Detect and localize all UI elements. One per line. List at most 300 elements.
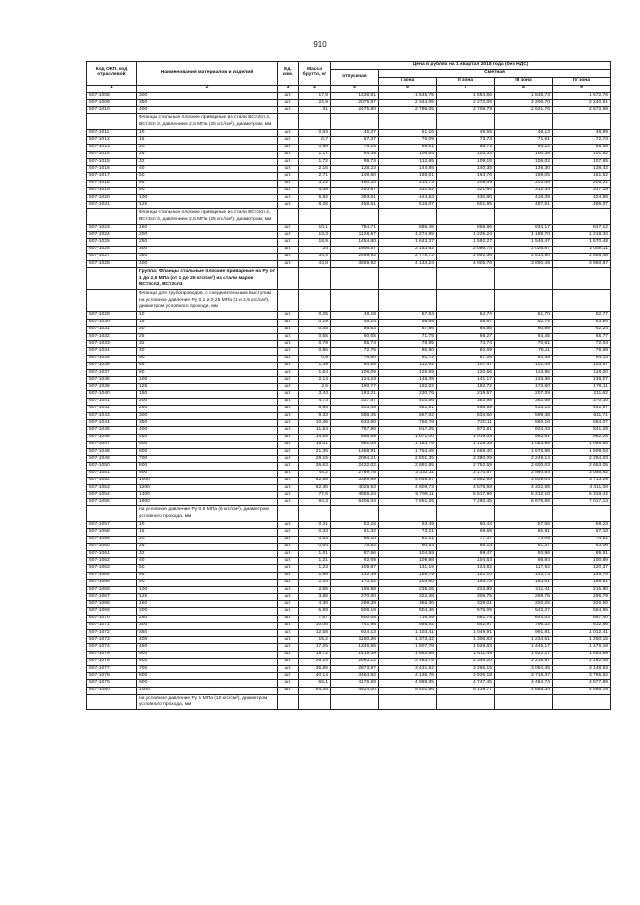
section-header-row [87,290,611,312]
code-cell: 507-1068 [87,601,137,608]
table-row [87,586,611,593]
unit-cell: шт. [278,405,299,412]
unit-cell: шт. [278,144,299,151]
price-zone-4-cell: 95,91 [553,550,611,557]
unit-cell: шт. [278,225,299,232]
price-release-cell: 2422,02 [331,463,379,470]
price-release-cell: 600,05 [331,615,379,622]
code-cell: 507-1073 [87,637,137,644]
table-row [87,173,611,180]
price-zone-1-cell: 71,75 [379,333,437,340]
table-row [87,558,611,565]
price-zone-3-cell: 51,70 [495,312,553,319]
code-cell: 507-1054 [87,492,137,499]
code-cell: 507-1062 [87,558,137,565]
header-row-1 [87,62,611,70]
unit-cell: шт. [278,107,299,114]
price-zone-2-cell: 68,27 [437,333,495,340]
name-cell: 125 [137,202,278,209]
price-zone-1-cell: 214,73 [379,180,437,187]
unit-cell: шт. [278,369,299,376]
price-zone-3-cell: 1 546,73 [495,92,553,99]
name-cell: 1600 [137,499,278,506]
price-zone-2-cell: 2 708,79 [437,107,495,114]
column-index: 6 [379,85,437,92]
price-zone-4-cell: 2 058,11 [553,246,611,253]
name-cell: 250 [137,405,278,412]
price-zone-3-cell: 362,69 [495,398,553,405]
price-zone-2-cell: 1 611,45 [437,651,495,658]
name-cell: 200 [137,232,278,239]
unit-cell: шт. [278,665,299,672]
name-cell: 450 [137,644,278,651]
price-release-cell: 1150,26 [331,637,379,644]
empty-cell [331,209,379,225]
price-zone-3-cell: 57,06 [495,522,553,529]
unit-cell: шт. [278,355,299,362]
table-row [87,492,611,499]
table-row [87,144,611,151]
price-zone-4-cell: 67,18 [553,529,611,536]
price-zone-2-cell: 1 049,91 [437,630,495,637]
mass-cell: 31 [299,107,331,114]
table-row [87,232,611,239]
price-zone-4-cell: 554,55 [553,608,611,615]
price-release-cell: 76,80 [331,355,379,362]
price-zone-4-cell: 2 294,03 [553,456,611,463]
price-zone-3-cell: 207,39 [495,391,553,398]
price-zone-2-cell: 2 272,06 [437,100,495,107]
name-cell: 700 [137,665,278,672]
price-zone-3-cell: 70,61 [495,341,553,348]
code-cell: 507-1034 [87,348,137,355]
price-zone-4-cell: 101,92 [553,151,611,158]
code-cell: 507-1027 [87,253,137,260]
table-row [87,326,611,333]
code-cell: 507-1039 [87,384,137,391]
price-zone-3-cell: 644,03 [495,615,553,622]
table-row [87,377,611,384]
table-row [87,158,611,165]
price-release-cell: 767,96 [331,427,379,434]
price-release-cell: 2789,76 [331,470,379,477]
price-zone-1-cell: 4 136,76 [379,673,437,680]
price-release-cell: 2459,92 [331,253,379,260]
code-cell: 507-1016 [87,166,137,173]
price-zone-2-cell: 321,60 [437,187,495,194]
code-cell: 507-1036 [87,362,137,369]
unit-cell: шт. [278,130,299,137]
price-zone-2-cell: 2 086,74 [437,246,495,253]
table-row [87,384,611,391]
code-cell: 507-1019 [87,187,137,194]
price-zone-2-cell: 4 747,45 [437,680,495,687]
price-zone-4-cell: 53,84 [553,319,611,326]
price-release-cell: 149,60 [331,173,379,180]
price-zone-2-cell: 124,82 [437,565,495,572]
price-zone-4-cell: 215,80 [553,586,611,593]
empty-cell [495,209,553,225]
table-row [87,107,611,114]
price-zone-1-cell: 144,85 [379,166,437,173]
unit-cell: шт. [278,543,299,550]
empty-cell [379,268,437,290]
price-zone-1-cell: 104,59 [379,550,437,557]
empty-cell [379,209,437,225]
price-zone-4-cell: 4 956,19 [553,687,611,694]
name-cell: 15 [137,529,278,536]
price-release-cell: 506,19 [331,608,379,615]
empty-cell [495,290,553,312]
price-zone-3-cell: 65,81 [495,529,553,536]
empty-cell [437,506,495,522]
mass-cell: 24 [299,246,331,253]
price-zone-4-cell: 205,21 [553,180,611,187]
price-release-cell: 160,77 [331,384,379,391]
price-zone-2-cell: 60,43 [437,522,495,529]
price-zone-1-cell: 331,92 [379,187,437,194]
price-release-cell: 896,69 [331,434,379,441]
name-cell: 600 [137,658,278,665]
unit-cell: шт. [278,680,299,687]
name-cell: 15 [137,319,278,326]
name-cell: 50 [137,355,278,362]
price-zone-2-cell: 104,63 [437,558,495,565]
code-cell: 507-1064 [87,572,137,579]
empty-cell [278,290,299,312]
code-cell: 507-1069 [87,608,137,615]
price-zone-1-cell: 7 651,26 [379,499,437,506]
price-zone-2-cell: 872,81 [437,427,495,434]
price-zone-2-cell: 86,72 [437,144,495,151]
price-zone-2-cell: 1 529,83 [437,644,495,651]
price-zone-4-cell: 120,37 [553,565,611,572]
price-release-cell: 99,74 [331,158,379,165]
unit-cell: шт. [278,441,299,448]
price-zone-1-cell: 1 754,45 [379,448,437,455]
price-zone-2-cell: 4 005,78 [437,260,495,267]
empty-cell [331,290,379,312]
price-zone-2-cell: 182,72 [437,384,495,391]
code-cell: 507-1074 [87,644,137,651]
price-release-cell: 1906,57 [331,246,379,253]
column-index: 3 [278,85,299,92]
unit-cell: шт. [278,232,299,239]
unit-cell: шт. [278,463,299,470]
mass-cell: 7,67 [299,615,331,622]
name-cell: 400 [137,260,278,267]
mass-cell: 0,79 [299,341,331,348]
price-zone-4-cell: 657,40 [553,615,611,622]
price-zone-4-cell: 176,11 [553,384,611,391]
mass-cell: 0,98 [299,144,331,151]
price-zone-4-cell: 58,23 [553,522,611,529]
price-zone-3-cell: 60,89 [495,326,553,333]
price-zone-3-cell: 142,73 [495,572,553,579]
price-release-cell: 87,56 [331,550,379,557]
unit-cell: шт. [278,391,299,398]
code-cell: 507-1059 [87,536,137,543]
price-zone-1-cell: 4 134,24 [379,260,437,267]
price-zone-1-cell: 481,91 [379,405,437,412]
code-cell: 507-1015 [87,158,137,165]
code-cell: 507-1042 [87,405,137,412]
empty-cell [87,268,137,290]
empty-cell [278,268,299,290]
price-zone-2-cell: 69,69 [437,529,495,536]
unit-cell: шт. [278,550,299,557]
price-zone-4-cell: 7 017,14 [553,499,611,506]
empty-cell [553,268,611,290]
table-row [87,658,611,665]
unit-cell: шт. [278,202,299,209]
table-row [87,137,611,144]
table-row [87,448,611,455]
name-cell: 80 [137,369,278,376]
table-row [87,441,611,448]
mass-cell: 1,17 [299,151,331,158]
price-zone-1-cell: 4 989,35 [379,680,437,687]
table-row [87,615,611,622]
price-release-cell: 49,14 [331,319,379,326]
unit-cell: шт. [278,586,299,593]
code-cell: 507-1049 [87,456,137,463]
name-cell: 10 [137,522,278,529]
price-zone-3-cell: 52,75 [495,319,553,326]
empty-cell [379,506,437,522]
table-row [87,312,611,319]
price-release-cell: 458,61 [331,202,379,209]
code-cell: 507-1070 [87,615,137,622]
mass-cell: 18,9 [299,239,331,246]
price-zone-1-cell: 51,16 [379,130,437,137]
code-cell: 507-1040 [87,391,137,398]
code-cell: 507-1035 [87,355,137,362]
table-row [87,355,611,362]
code-cell: 507-1079 [87,680,137,687]
unit-cell: шт. [278,637,299,644]
price-release-cell: 56,63 [331,326,379,333]
price-zone-4-cell: 2 672,68 [553,107,611,114]
price-zone-4-cell: 48,89 [553,130,611,137]
price-zone-1-cell: 2 501,35 [379,456,437,463]
price-zone-3-cell: 1 576,88 [495,448,553,455]
empty-cell [278,694,299,710]
price-zone-1-cell: 322,38 [379,594,437,601]
price-zone-3-cell: 81,37 [495,543,553,550]
code-cell: 507-1030 [87,319,137,326]
empty-cell [278,506,299,522]
name-cell: 125 [137,384,278,391]
unit-cell: шт. [278,420,299,427]
table-row [87,166,611,173]
section-title: Фланцы стальные плоские приварные из стали ВСт3сп 2, ВСт3сп 3, давлением 2,5 МПа (25 кгс/см²), диаметром, мм [137,114,278,130]
name-cell: 1400 [137,492,278,499]
price-zone-4-cell: 1 475,18 [553,644,611,651]
price-release-cell: 1346,55 [331,644,379,651]
price-zone-3-cell: 2 206,70 [495,100,553,107]
price-zone-2-cell: 49,55 [437,130,495,137]
price-zone-4-cell: 295,79 [553,594,611,601]
price-zone-3-cell: 93,96 [495,550,553,557]
price-zone-2-cell: 383,98 [437,398,495,405]
price-zone-1-cell: 112,65 [379,158,437,165]
price-zone-3-cell: 4 855,34 [495,687,553,694]
price-zone-2-cell: 73,73 [437,137,495,144]
price-release-cell: 53,16 [331,522,379,529]
price-release-cell: 2873,97 [331,665,379,672]
mass-cell: 52,58 [299,477,331,484]
price-zone-4-cell: 1 260,15 [553,637,611,644]
price-zone-2-cell: 4 576,58 [437,484,495,491]
name-cell: 100 [137,377,278,384]
table-row [87,601,611,608]
section-header-row [87,694,611,710]
mass-cell: 1,23 [299,565,331,572]
price-release-cell: 94,55 [331,362,379,369]
header-zone-3: III зона [495,77,553,85]
code-cell: 507-1009 [87,100,137,107]
unit-cell: шт. [278,319,299,326]
name-cell: 40 [137,348,278,355]
name-cell: 20 [137,536,278,543]
price-zone-1-cell: 67,86 [379,326,437,333]
price-zone-2-cell: 82,69 [437,348,495,355]
unit-cell: шт. [278,377,299,384]
price-zone-3-cell: 98,84 [495,558,553,565]
price-zone-4-cell: 100,89 [553,558,611,565]
name-cell: 900 [137,470,278,477]
price-release-cell: 196,98 [331,586,379,593]
price-zone-3-cell: 84,22 [495,144,553,151]
price-zone-4-cell: 982,25 [553,434,611,441]
column-index: 5 [331,85,379,92]
section-header-row [87,209,611,225]
price-zone-2-cell: 7 280,45 [437,499,495,506]
mass-cell: 17,25 [299,644,331,651]
mass-cell: 21,35 [299,448,331,455]
price-zone-2-cell: 858,86 [437,225,495,232]
name-cell: 65 [137,180,278,187]
price-zone-2-cell: 219,57 [437,391,495,398]
price-zone-2-cell: 163,76 [437,173,495,180]
unit-cell: шт. [278,194,299,201]
table-row [87,151,611,158]
header-zone-1: I зона [379,77,437,85]
code-cell: 507-1041 [87,398,137,405]
mass-cell: 0,33 [299,529,331,536]
price-zone-4-cell: 326,90 [553,601,611,608]
unit-cell: шт. [278,630,299,637]
price-zone-4-cell: 3 148,53 [553,665,611,672]
mass-cell: 34,4 [299,253,331,260]
table-row [87,225,611,232]
name-cell: 10 [137,312,278,319]
price-zone-1-cell: 2 153,62 [379,246,437,253]
table-row [87,536,611,543]
unit-cell: шт. [278,484,299,491]
name-cell: 10 [137,130,278,137]
price-zone-2-cell: 1 669,40 [437,448,495,455]
price-zone-1-cell: 1 183,76 [379,441,437,448]
price-zone-4-cell: 847,12 [553,225,611,232]
price-zone-4-cell: 79,68 [553,348,611,355]
table-row [87,637,611,644]
price-release-cell: 403,49 [331,405,379,412]
mass-cell: 10,45 [299,420,331,427]
mass-cell: 44,2 [299,470,331,477]
price-zone-3-cell: 543,27 [495,608,553,615]
price-zone-4-cell: 611,71 [553,413,611,420]
price-zone-4-cell: 65,77 [553,333,611,340]
price-zone-3-cell: 211,41 [495,586,553,593]
price-zone-1-cell: 1 071,00 [379,434,437,441]
price-release-cell: 2075,87 [331,100,379,107]
table-row [87,644,611,651]
mass-cell: 5,82 [299,194,331,201]
unit-cell: шт. [278,398,299,405]
mass-cell: 14,55 [299,434,331,441]
code-cell: 507-1052 [87,477,137,484]
mass-cell: 94,3 [299,499,331,506]
price-zone-1-cell: 3 431,52 [379,665,437,672]
unit-cell: шт. [278,362,299,369]
empty-cell [379,114,437,130]
price-release-cell: 66,10 [331,536,379,543]
price-zone-4-cell: 2 240,91 [553,100,611,107]
price-zone-3-cell: 133,36 [495,377,553,384]
price-release-cell: 4176,69 [331,680,379,687]
table-row [87,194,611,201]
mass-cell: 64,35 [299,687,331,694]
price-zone-3-cell: 136,30 [495,166,553,173]
price-zone-4-cell: 72,04 [553,341,611,348]
unit-cell: шт. [278,384,299,391]
price-zone-4-cell: 52,77 [553,312,611,319]
price-zone-4-cell: 145,70 [553,572,611,579]
price-zone-4-cell: 424,89 [553,194,611,201]
table-row [87,319,611,326]
column-index: 1 [87,85,137,92]
price-zone-2-cell: 87,28 [437,355,495,362]
price-zone-4-cell: 2 655,48 [553,253,611,260]
price-release-cell: 633,60 [331,420,379,427]
unit-cell: шт. [278,579,299,586]
table-row [87,420,611,427]
mass-cell: 2,85 [299,586,331,593]
price-release-cell: 293,87 [331,187,379,194]
mass-cell: 29,15 [299,456,331,463]
price-release-cell: 270,00 [331,594,379,601]
name-cell: 150 [137,225,278,232]
price-zone-1-cell: 203,60 [379,579,437,586]
unit-cell: шт. [278,341,299,348]
code-cell: 507-1072 [87,630,137,637]
price-zone-2-cell: 1 594,56 [437,92,495,99]
unit-cell: шт. [278,427,299,434]
code-cell: 507-1014 [87,151,137,158]
name-cell: 900 [137,680,278,687]
price-release-cell: 109,87 [331,565,379,572]
price-zone-3-cell: 78,11 [495,348,553,355]
unit-cell: шт. [278,658,299,665]
price-zone-2-cell: 5 139,77 [437,687,495,694]
price-zone-1-cell: 2 892,85 [379,463,437,470]
mass-cell: 0,85 [299,348,331,355]
mass-cell: 0,29 [299,319,331,326]
price-zone-2-cell: 501,95 [437,202,495,209]
unit-cell: шт. [278,180,299,187]
